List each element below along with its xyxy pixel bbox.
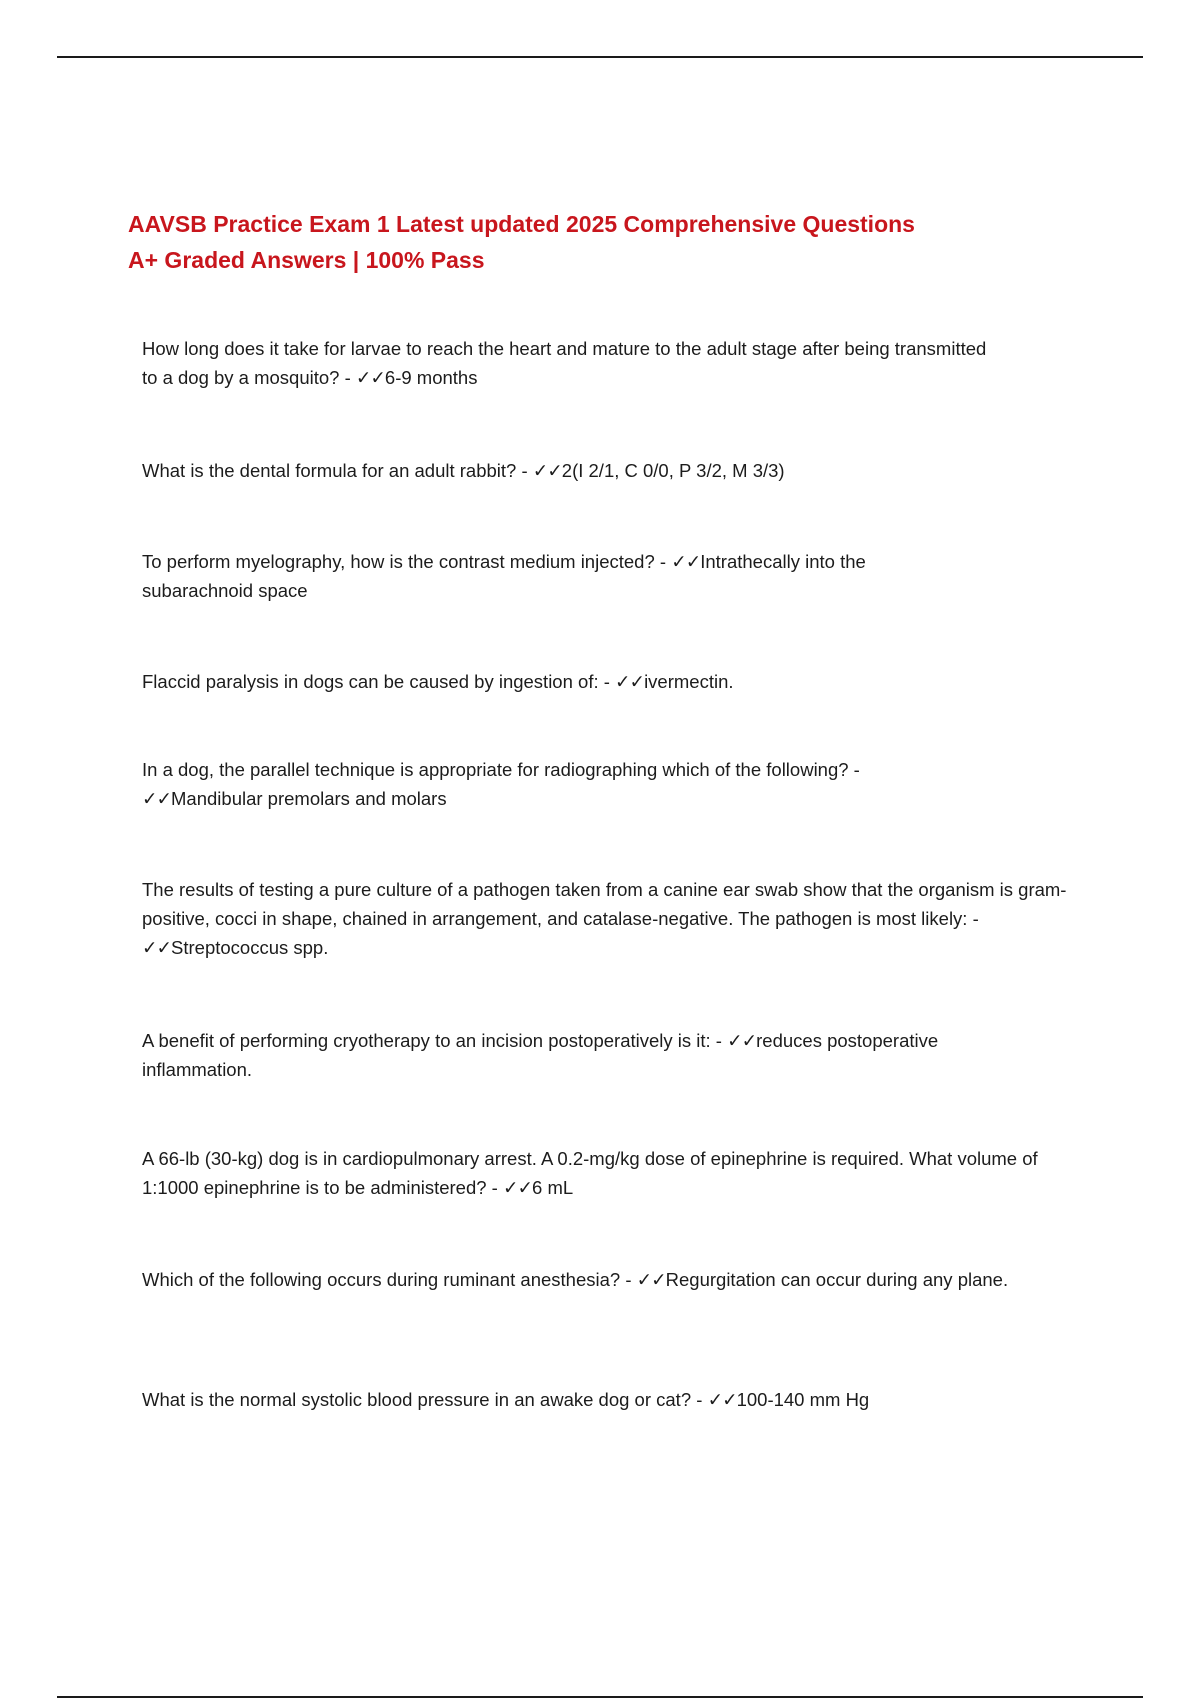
qa-item-10 (142, 1385, 1072, 1414)
qa-item-1 (142, 334, 1002, 392)
answer-text: 6-9 months (384, 367, 478, 388)
document-title (128, 206, 1028, 278)
double-check-icon: ✓✓ (615, 671, 645, 692)
question-text: A 66-lb (30-kg) dog is in cardiopulmonary arrest. A 0.2-mg/kg dose of epinephrine is required. What volume of 1:1000 epinephrine is to be administered? - (142, 1148, 1038, 1198)
question-text: Flaccid paralysis in dogs can be caused by ingestion of: - (142, 671, 616, 692)
double-check-icon: ✓✓ (503, 1177, 533, 1198)
answer-text: Regurgitation can occur during any plane. (665, 1269, 1009, 1290)
answer-text: reduces postoperative inflammation. (142, 1030, 939, 1080)
qa-item-5 (142, 755, 942, 813)
answer-text: 2(I 2/1, C 0/0, P 3/2, M 3/3) (561, 460, 785, 481)
question-text: In a dog, the parallel technique is appropriate for radiographing which of the following? - (142, 759, 860, 780)
answer-text: 100-140 mm Hg (736, 1389, 870, 1410)
title-line-2: A+ Graded Answers | 100% Pass (128, 247, 485, 273)
double-check-icon: ✓✓ (671, 551, 701, 572)
question-text: What is the normal systolic blood pressure in an awake dog or cat? - (142, 1389, 708, 1410)
answer-text: Mandibular premolars and molars (171, 788, 447, 809)
qa-item-7 (142, 1026, 1042, 1084)
qa-item-6 (142, 875, 1087, 962)
top-rule (57, 56, 1143, 58)
question-text: To perform myelography, how is the contrast medium injected? - (142, 551, 672, 572)
qa-item-9 (142, 1265, 1047, 1294)
answer-text: Intrathecally into the subarachnoid space (142, 551, 866, 601)
question-text: How long does it take for larvae to reach the heart and mature to the adult stage after being transmitted to a dog by a mosquito? - (142, 338, 987, 388)
double-check-icon: ✓✓ (707, 1389, 737, 1410)
double-check-icon: ✓✓ (355, 367, 385, 388)
qa-item-4 (142, 667, 1072, 696)
qa-item-2 (142, 456, 1072, 485)
double-check-icon: ✓✓ (532, 460, 562, 481)
double-check-icon: ✓✓ (142, 788, 172, 809)
double-check-icon: ✓✓ (727, 1030, 757, 1051)
question-text: A benefit of performing cryotherapy to an incision postoperatively is it: - (142, 1030, 728, 1051)
answer-text: ivermectin. (644, 671, 734, 692)
question-text: Which of the following occurs during ruminant anesthesia? - (142, 1269, 637, 1290)
answer-text: 6 mL (532, 1177, 574, 1198)
qa-item-8 (142, 1144, 1042, 1202)
question-text: What is the dental formula for an adult rabbit? - (142, 460, 533, 481)
answer-text: Streptococcus spp. (171, 937, 329, 958)
double-check-icon: ✓✓ (636, 1269, 666, 1290)
bottom-rule (57, 1696, 1143, 1698)
title-line-1: AAVSB Practice Exam 1 Latest updated 2025 Comprehensive Questions (128, 211, 915, 237)
question-text: The results of testing a pure culture of a pathogen taken from a canine ear swab show that the organism is gram-positive, cocci in shape, chained in arrangement, and catalase-negative. The pathogen is most likely: - (142, 879, 1067, 929)
double-check-icon: ✓✓ (142, 937, 172, 958)
qa-item-3 (142, 547, 962, 605)
